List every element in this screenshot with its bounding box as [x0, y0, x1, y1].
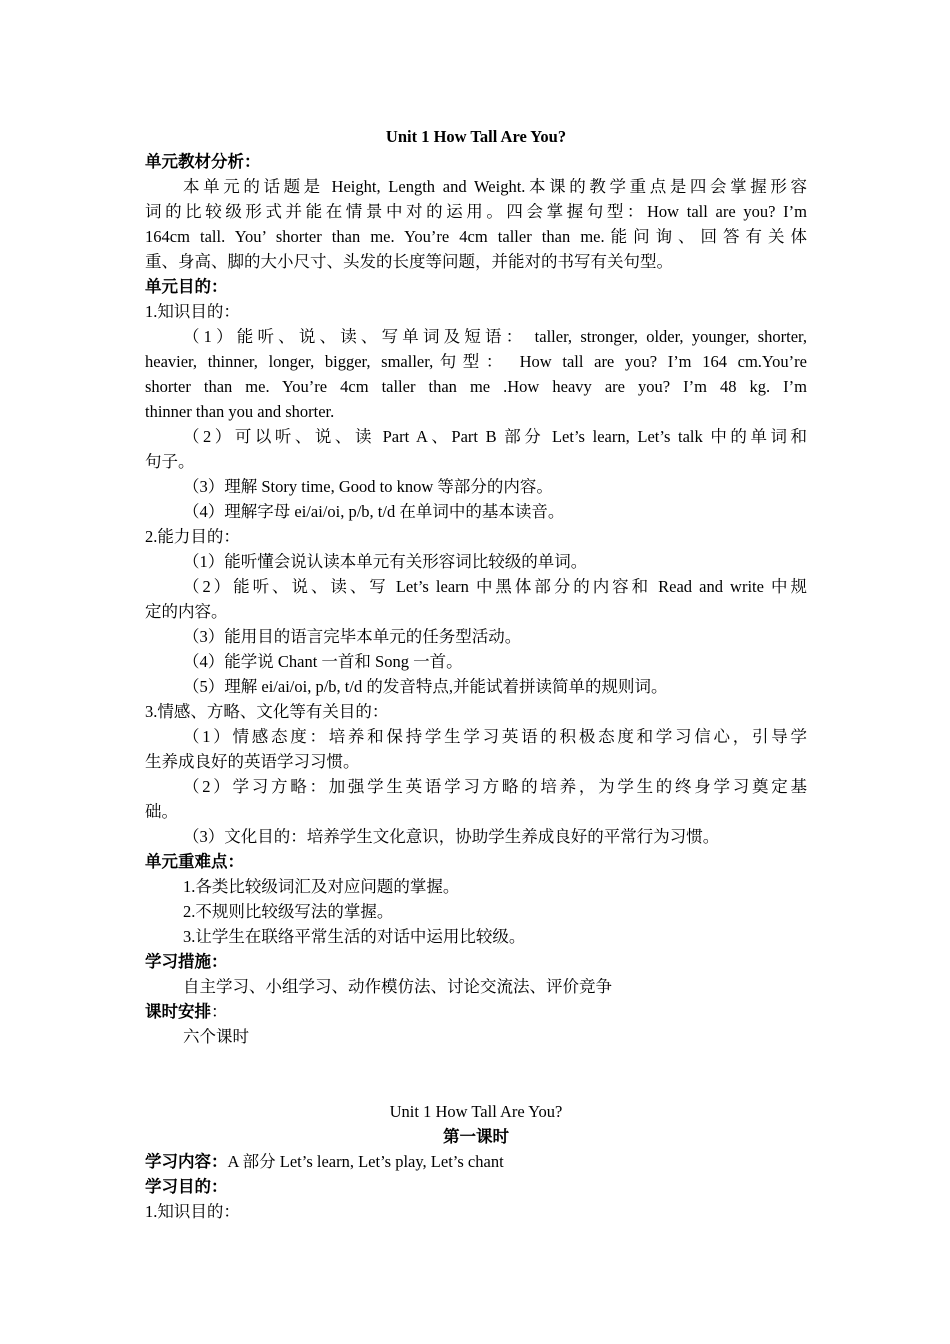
schedule-heading: 课时安排 — [145, 1002, 211, 1021]
key-points-heading: 单元重难点： — [145, 852, 244, 871]
analysis-line: 164cm tall. You’ shorter than me. You’re 4cm taller than me.能问询、回答有关体 — [145, 227, 807, 246]
ability-item-1: （1）能听懂会说认读本单元有关形容词比较级的单词。 — [183, 552, 588, 571]
knowledge-item-1: （1）能听、说、读、写单词及短语： taller, stronger, older, younger, shorter, — [183, 327, 807, 346]
knowledge-heading: 1.知识目的： — [145, 302, 240, 321]
analysis-line: 本单元的话题是 Height, Length and Weight.本课的教学重点是四会掌握形容 — [183, 177, 807, 196]
emotion-item-1: 生养成良好的英语学习习惯。 — [145, 752, 360, 771]
lesson1-content-text: A 部分 Let’s learn, Let’s play, Let’s chant — [227, 1152, 504, 1171]
emotion-item-2: （2）学习方略：加强学生英语学习方略的培养，为学生的终身学习奠定基 — [183, 777, 807, 796]
ability-item-4: （4）能学说 Chant 一首和 Song 一首。 — [183, 652, 463, 671]
methods-heading: 学习措施： — [145, 952, 228, 971]
section-gap — [145, 1049, 807, 1099]
knowledge-item-3: （3）理解 Story time, Good to know 等部分的内容。 — [183, 477, 553, 496]
lesson1-goal-heading: 学习目的： — [145, 1177, 228, 1196]
ability-item-2: 定的内容。 — [145, 602, 228, 621]
knowledge-item-1: thinner than you and shorter. — [145, 402, 335, 421]
knowledge-item-1: heavier, thinner, longer, bigger, smaller,句型： How tall are you? I’m 164 cm.You’re — [145, 352, 807, 371]
methods-text: 自主学习、小组学习、动作模仿法、讨论交流法、评价竞争 — [183, 977, 612, 996]
key-point-item: 1.各类比较级词汇及对应问题的掌握。 — [183, 877, 460, 896]
lesson1-content-label: 学习内容： — [145, 1152, 228, 1171]
ability-item-3: （3）能用目的语言完毕本单元的任务型活动。 — [183, 627, 522, 646]
analysis-heading: 单元教材分析： — [145, 152, 261, 171]
schedule-heading-line — [145, 999, 807, 1024]
key-point-item: 2.不规则比较级写法的掌握。 — [183, 902, 394, 921]
knowledge-item-2: （2）可以听、说、读 Part A、Part B 部分 Let’s learn, Let’s talk 中的单词和 — [183, 427, 807, 446]
lesson1-title: 第一课时 — [443, 1127, 509, 1146]
knowledge-item-2: 句子。 — [145, 452, 195, 471]
ability-heading: 2.能力目的： — [145, 527, 240, 546]
emotion-item-1: （1）情感态度：培养和保持学生学习英语的积极态度和学习信心，引导学 — [183, 727, 807, 746]
emotion-item-2: 础。 — [145, 802, 178, 821]
analysis-line: 词的比较级形式并能在情景中对的运用。四会掌握句型：How tall are you? I’m — [145, 202, 807, 221]
analysis-line: 重、身高、脚的大小尺寸、头发的长度等问题，并能对的书写有关句型。 — [145, 252, 673, 271]
lesson1-content-line — [145, 1149, 807, 1174]
ability-item-2: （2）能听、说、读、写 Let’s learn 中黑体部分的内容和 Read and write 中规 — [183, 577, 807, 596]
schedule-colon: ： — [211, 1002, 228, 1021]
lesson1-unit-title: Unit 1 How Tall Are You? — [389, 1102, 563, 1121]
goals-heading: 单元目的： — [145, 277, 228, 296]
emotion-heading: 3.情感、方略、文化等有关目的： — [145, 702, 389, 721]
unit-title: Unit 1 How Tall Are You? — [385, 127, 567, 146]
schedule-text: 六个课时 — [183, 1027, 249, 1046]
ability-item-5: （5）理解 ei/ai/oi, p/b, t/d 的发音特点,并能试着拼读简单的规则词。 — [183, 677, 668, 696]
lesson1-knowledge-heading: 1.知识目的： — [145, 1202, 240, 1221]
knowledge-item-1: shorter than me. You’re 4cm taller than me .How heavy are you? I’m 48 kg. I’m — [145, 377, 807, 396]
document-body — [145, 124, 807, 1224]
emotion-item-3: （3）文化目的：培养学生文化意识，协助学生养成良好的平常行为习惯。 — [183, 827, 720, 846]
knowledge-item-4: （4）理解字母 ei/ai/oi, p/b, t/d 在单词中的基本读音。 — [183, 502, 565, 521]
key-point-item: 3.让学生在联络平常生活的对话中运用比较级。 — [183, 927, 526, 946]
